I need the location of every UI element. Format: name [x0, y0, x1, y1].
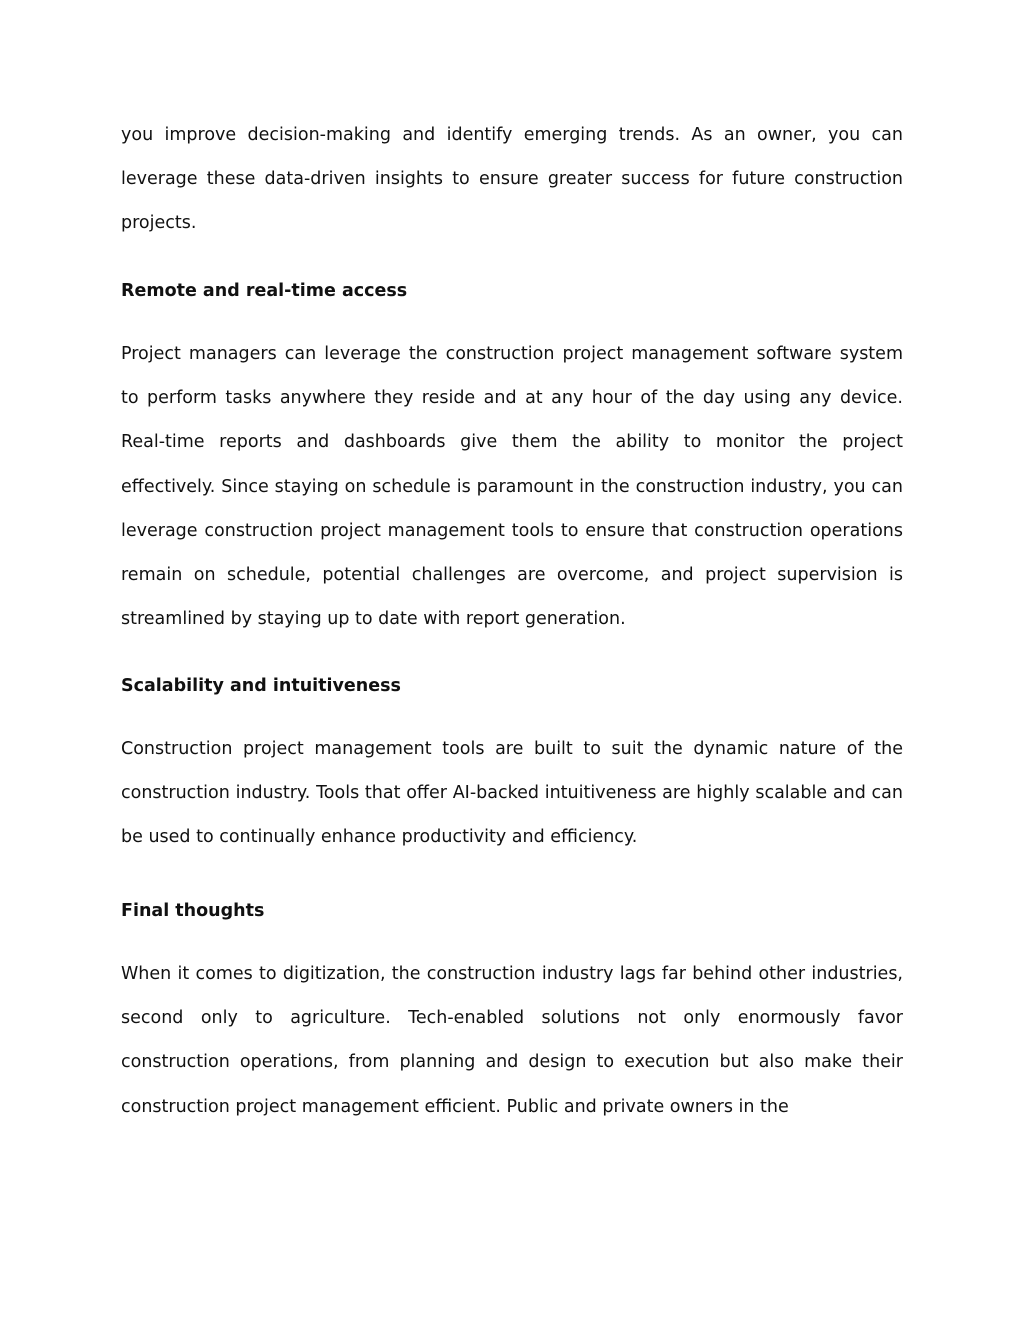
remote-access-heading: Remote and real-time access: [121, 281, 408, 301]
final-thoughts-heading: Final thoughts: [121, 901, 265, 921]
final-thoughts-paragraph: When it comes to digitization, the construction industry lags far behind other industries, second only to agriculture. Tech-enabled solutions not only enormously favor construction operations, from planning and design to execution but also make their construction project management efficient. Public and private owners in the: [121, 964, 903, 1117]
remote-access-paragraph: Project managers can leverage the construction project management software system to perform tasks anywhere they reside and at any hour of the day using any device. Real-time reports and dashboards give them the ability to monitor the project effectively. Since staying on schedule is paramount in the construction industry, you can leverage construction project management tools to ensure that construction operations remain on schedule, potential challenges are overcome, and project supervision is streamlined by staying up to date with report generation.: [121, 344, 903, 630]
intro-paragraph: you improve decision-making and identify emerging trends. As an owner, you can leverage these data-driven insights to ensure greater success for future construction projects.: [121, 125, 903, 234]
scalability-paragraph: Construction project management tools are built to suit the dynamic nature of the construction industry. Tools that offer AI-backed intuitiveness are highly scalable and can be used to continually enhance productivity and efficiency.: [121, 739, 903, 848]
scalability-heading: Scalability and intuitiveness: [121, 676, 401, 696]
